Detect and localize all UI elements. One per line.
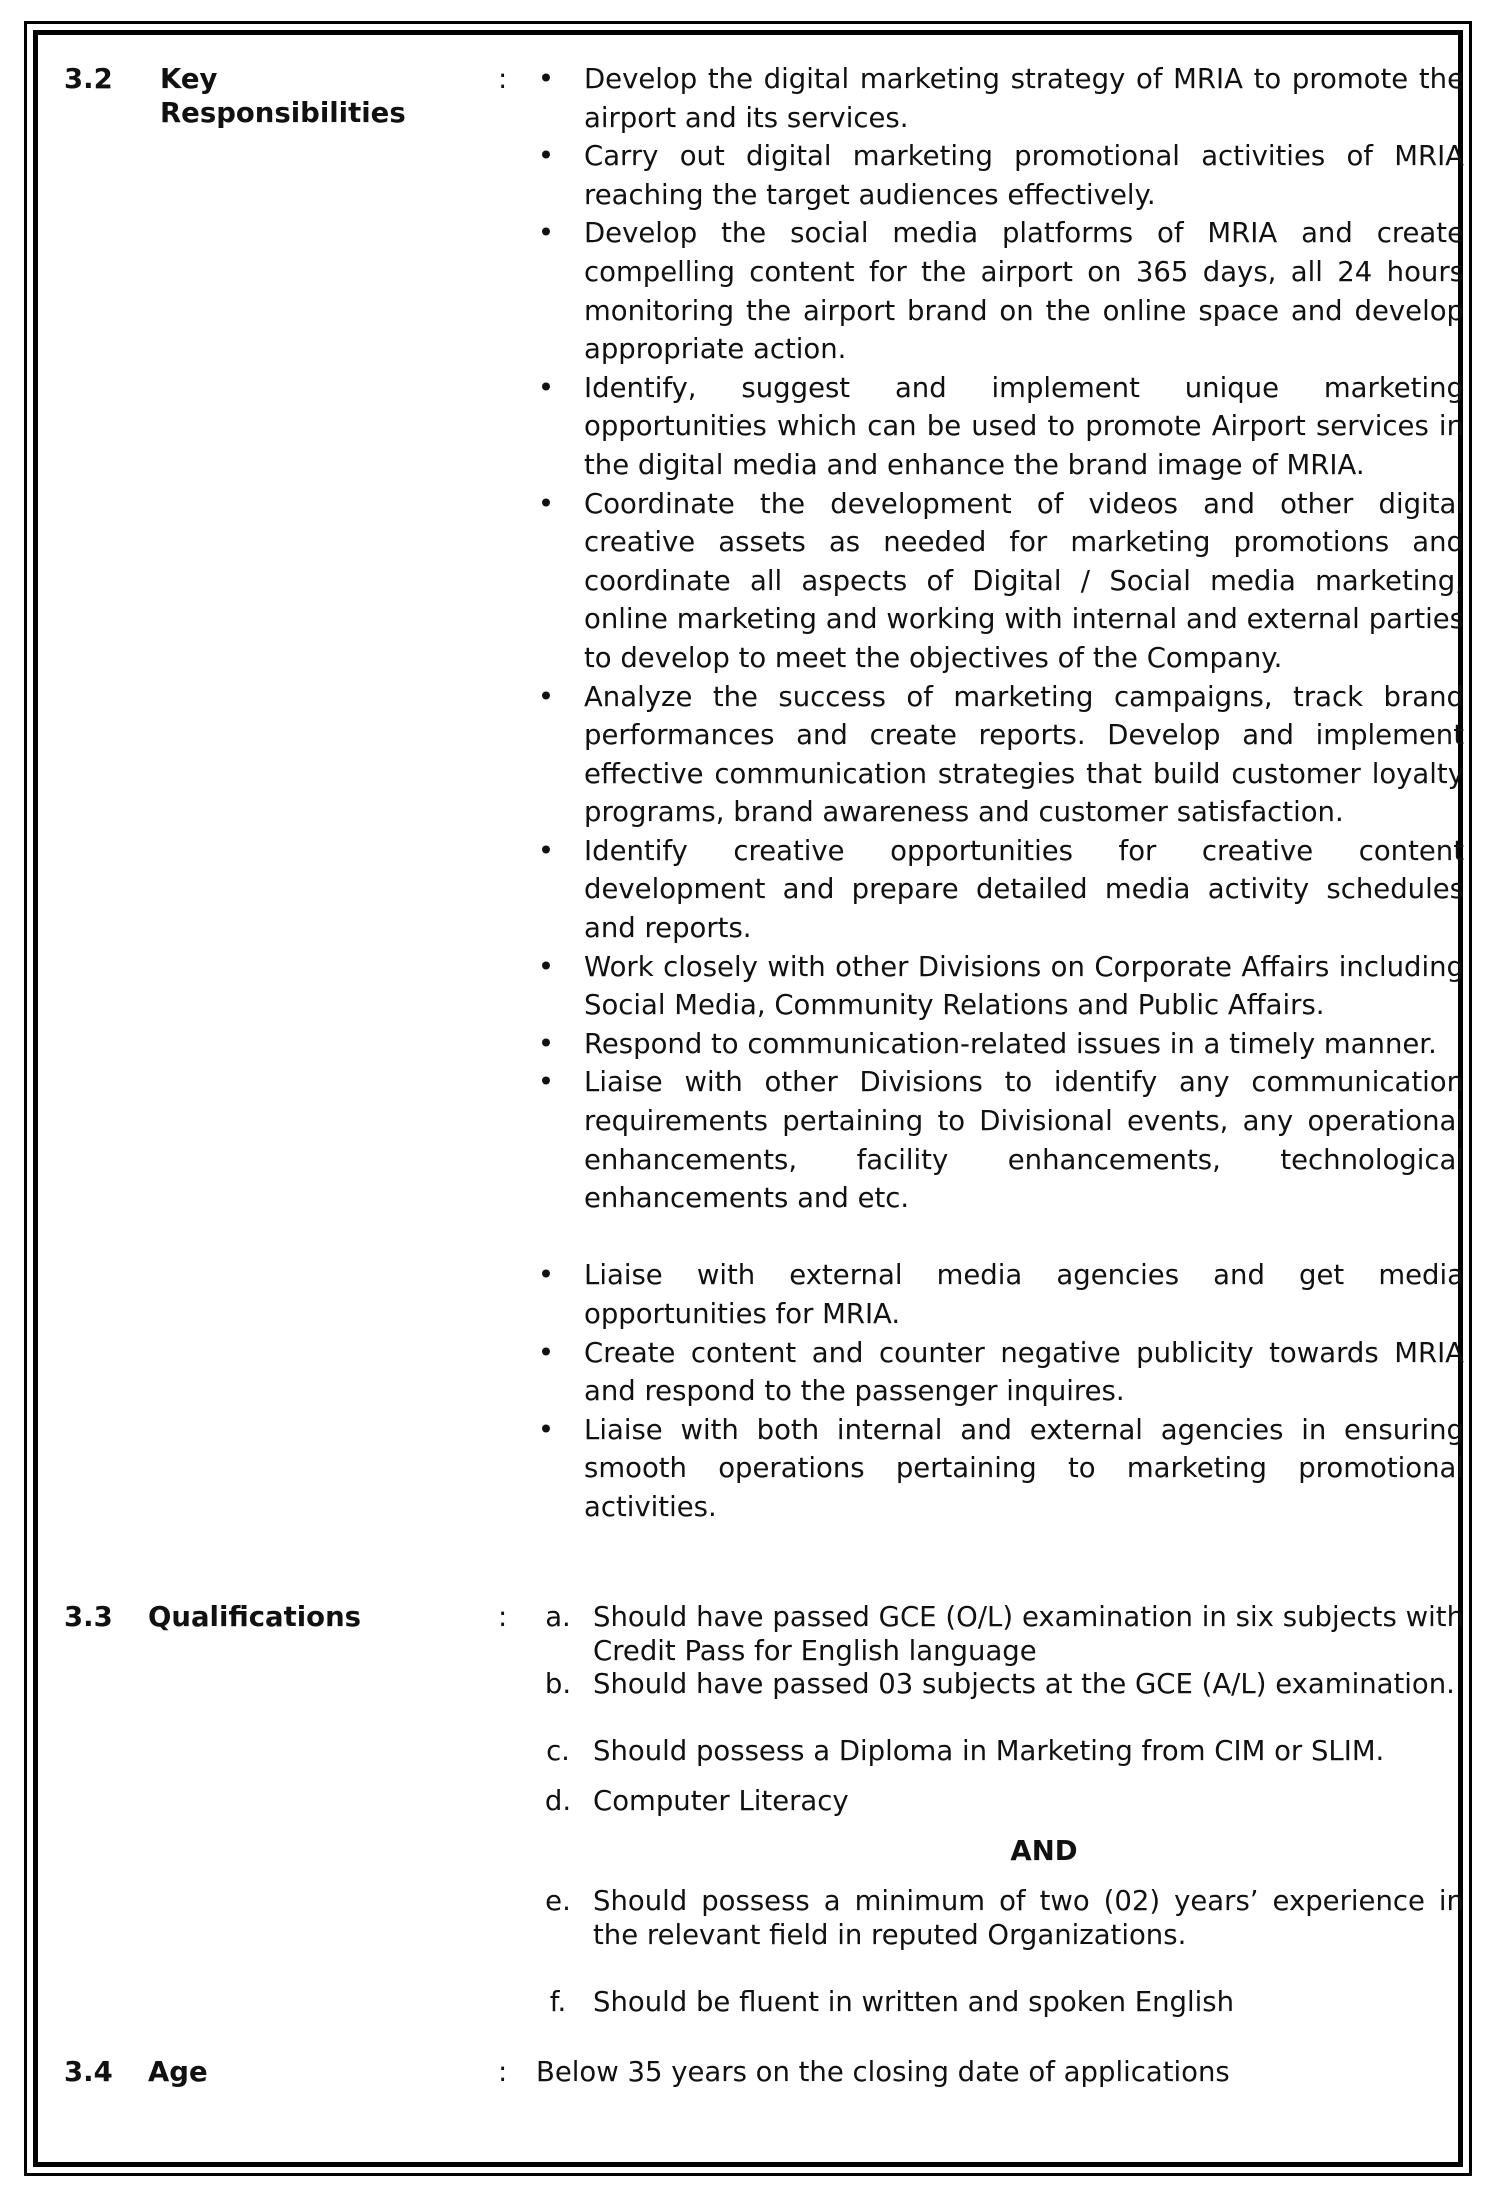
list-item-text: Identify creative opportunities for creative content development and prepare detailed media activity schedules and reports. xyxy=(584,834,1464,945)
bullet-icon xyxy=(536,948,556,987)
list-item-text: Carry out digital marketing promotional activities of MRIA reaching the target audiences effectively. xyxy=(584,140,1464,211)
section-number-qualifications: 3.3 xyxy=(64,1601,113,1633)
colon-separator: : xyxy=(498,2056,508,2088)
list-item-text: Liaise with both internal and external agencies in ensuring smooth operations pertaining to marketing promotional activities. xyxy=(584,1413,1464,1523)
list-item xyxy=(536,214,1464,368)
item-text: Should possess a Diploma in Marketing from CIM or SLIM. xyxy=(593,1735,1385,1767)
item-letter: f. xyxy=(549,1986,567,2018)
list-item-text: Analyze the success of marketing campaigns, track brand performances and create reports. Develop and implement effective communication strategies that build customer loyalty programs, brand awareness and customer satisfaction. xyxy=(584,680,1464,829)
list-item-text: Coordinate the development of videos and other digital creative assets as needed for marketing promotions and coordinate all aspects of Digital / Social media marketing, online marketing and working with internal and external parties to develop to meet the objectives of the Company. xyxy=(584,487,1464,674)
list-item xyxy=(536,832,1464,948)
section-title-line-1: Key xyxy=(160,63,218,95)
bullet-icon xyxy=(536,214,556,253)
bullet-icon xyxy=(536,60,556,99)
bullet-icon xyxy=(536,1256,556,1295)
list-item xyxy=(536,1411,1464,1527)
bullet-icon xyxy=(536,832,556,871)
list-item-text: Liaise with other Divisions to identify any communication requirements pertaining to Divisional events, any operational enhancements, facility enhancements, technological enhancements and etc. xyxy=(584,1066,1464,1215)
section-title-line-2: Responsibilities xyxy=(160,97,406,129)
list-item xyxy=(536,137,1464,214)
item-letter: e. xyxy=(545,1885,571,1917)
age-requirement: Below 35 years on the closing date of applications xyxy=(536,2056,1230,2088)
bullet-icon xyxy=(536,1063,556,1102)
bullet-icon xyxy=(536,485,556,524)
colon-separator: : xyxy=(498,63,508,95)
list-item-text: Work closely with other Divisions on Corporate Affairs including Social Media, Community Relations and Public Affairs. xyxy=(584,950,1464,1022)
bullet-icon xyxy=(536,369,556,408)
bullet-icon xyxy=(536,1025,556,1064)
bullet-icon xyxy=(536,1411,556,1450)
list-item xyxy=(536,948,1464,1025)
list-item xyxy=(536,60,1464,137)
list-item-text: Liaise with external media agencies and get media opportunities for MRIA. xyxy=(584,1259,1464,1330)
responsibilities-list xyxy=(536,60,1464,1527)
colon-separator: : xyxy=(498,1601,508,1633)
section-title-qualifications: Qualifications xyxy=(148,1601,362,1633)
section-number-age: 3.4 xyxy=(64,2056,113,2088)
section-title-responsibilities xyxy=(160,62,406,130)
section-title-age: Age xyxy=(148,2056,208,2088)
list-item xyxy=(536,1025,1464,1064)
item-letter: d. xyxy=(544,1785,572,1817)
bullet-icon xyxy=(536,137,556,176)
item-letter: a. xyxy=(545,1601,571,1633)
list-item xyxy=(536,1063,1464,1217)
section-number-responsibilities: 3.2 xyxy=(64,63,113,95)
list-item xyxy=(536,1334,1464,1411)
list-item-text: Develop the digital marketing strategy of MRIA to promote the airport and its services. xyxy=(584,63,1464,134)
list-spacer xyxy=(536,1218,1464,1257)
bullet-icon xyxy=(536,1334,556,1373)
item-text: Computer Literacy xyxy=(593,1785,849,1817)
list-item-text: Create content and counter negative publicity towards MRIA and respond to the passenger inquires. xyxy=(584,1336,1464,1408)
item-letter: b. xyxy=(544,1668,572,1700)
list-item-text: Develop the social media platforms of MRIA and create compelling content for the airport on 365 days, all 24 hours monitoring the airport brand on the online space and develop appropriate action. xyxy=(584,217,1464,366)
item-text: Should be fluent in written and spoken English xyxy=(593,1986,1235,2018)
list-item xyxy=(536,485,1464,678)
list-item xyxy=(536,1256,1464,1333)
item-text: Should have passed GCE (O/L) examination in six subjects with Credit Pass for English language xyxy=(593,1601,1464,1667)
bullet-icon xyxy=(536,678,556,717)
list-item-text: Respond to communication-related issues in a timely manner. xyxy=(584,1027,1437,1060)
item-text: Should have passed 03 subjects at the GCE (A/L) examination. xyxy=(593,1668,1455,1700)
and-separator: AND xyxy=(1010,1835,1078,1867)
item-text: Should possess a minimum of two (02) years’ experience in the relevant field in reputed Organizations. xyxy=(593,1885,1464,1951)
list-item xyxy=(536,369,1464,485)
item-letter: c. xyxy=(546,1735,570,1767)
list-item-text: Identify, suggest and implement unique marketing opportunities which can be used to promote Airport services in the digital media and enhance the brand image of MRIA. xyxy=(584,371,1464,481)
list-item xyxy=(536,678,1464,832)
